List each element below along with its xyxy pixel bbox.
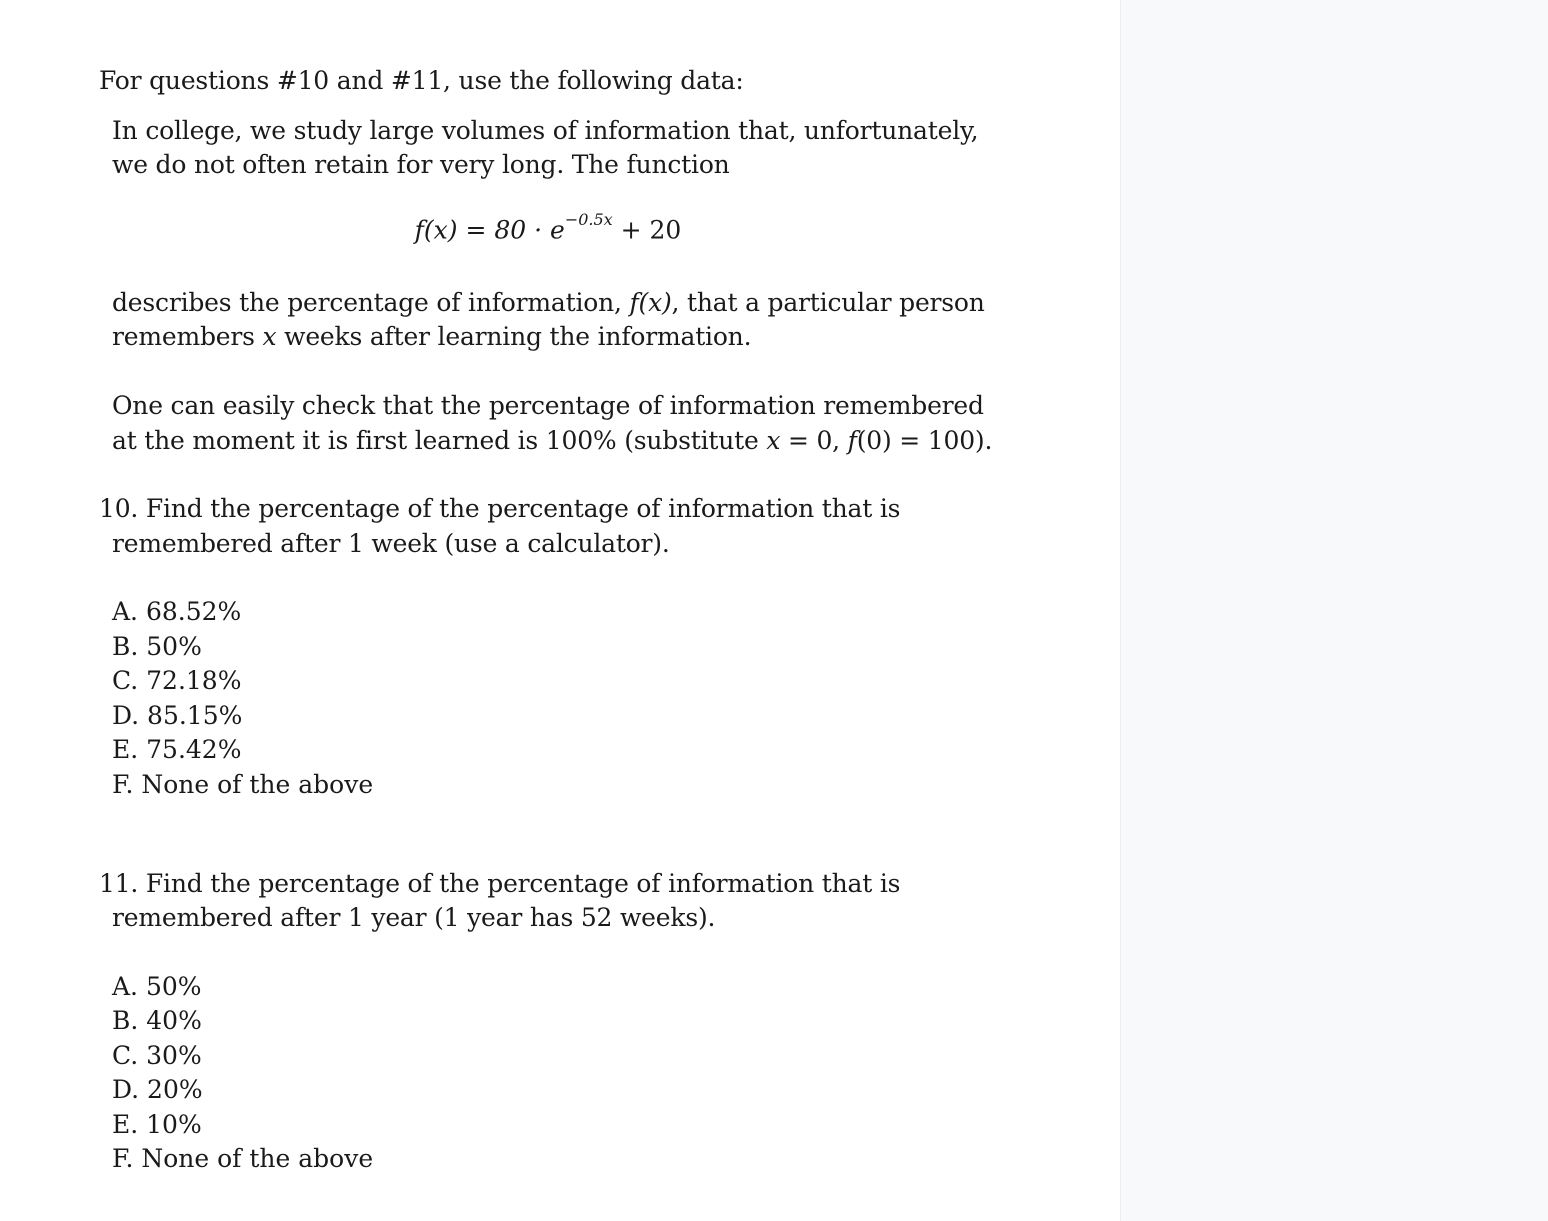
question-11-line-1: 11. Find the percentage of the percentage of information that is [99,869,901,898]
formula-lhs: f(x) = 80 · e [414,215,565,245]
passage-line-6: at the moment it is first learned is 100% (substitute x = 0, f(0) = 100). [112,426,993,455]
q11-option-d: D. 20% [112,1075,203,1104]
passage-line-1: In college, we study large volumes of information that, unfortunately, [112,116,979,145]
q11-option-b: B. 40% [112,1006,202,1035]
intro-text: For questions #10 and #11, use the following data: [99,66,744,95]
passage-line-5: One can easily check that the percentage of information remembered [112,391,984,420]
q10-option-a: A. 68.52% [112,597,242,626]
formula-rhs: + 20 [612,215,682,245]
passage-line-3: describes the percentage of information, f(x), that a particular person [112,288,985,317]
q10-option-c: C. 72.18% [112,666,242,695]
passage-line-2: we do not often retain for very long. The function [112,150,730,179]
q10-option-f: F. None of the above [112,770,374,799]
question-11-line-2: remembered after 1 year (1 year has 52 weeks). [112,903,716,932]
q11-option-e: E. 10% [112,1110,202,1139]
q11-option-f: F. None of the above [112,1144,374,1173]
q11-option-c: C. 30% [112,1041,202,1070]
side-panel [1120,0,1548,1221]
q10-option-d: D. 85.15% [112,701,243,730]
question-10-line-2: remembered after 1 week (use a calculator). [112,529,670,558]
q10-option-e: E. 75.42% [112,735,242,764]
forgetting-curve-formula [0,210,1096,245]
q10-option-b: B. 50% [112,632,202,661]
formula-exponent: −0.5x [564,210,613,229]
question-10-line-1: 10. Find the percentage of the percentage of information that is [99,494,901,523]
passage-line-4: remembers x weeks after learning the information. [112,322,752,351]
q11-option-a: A. 50% [112,972,202,1001]
